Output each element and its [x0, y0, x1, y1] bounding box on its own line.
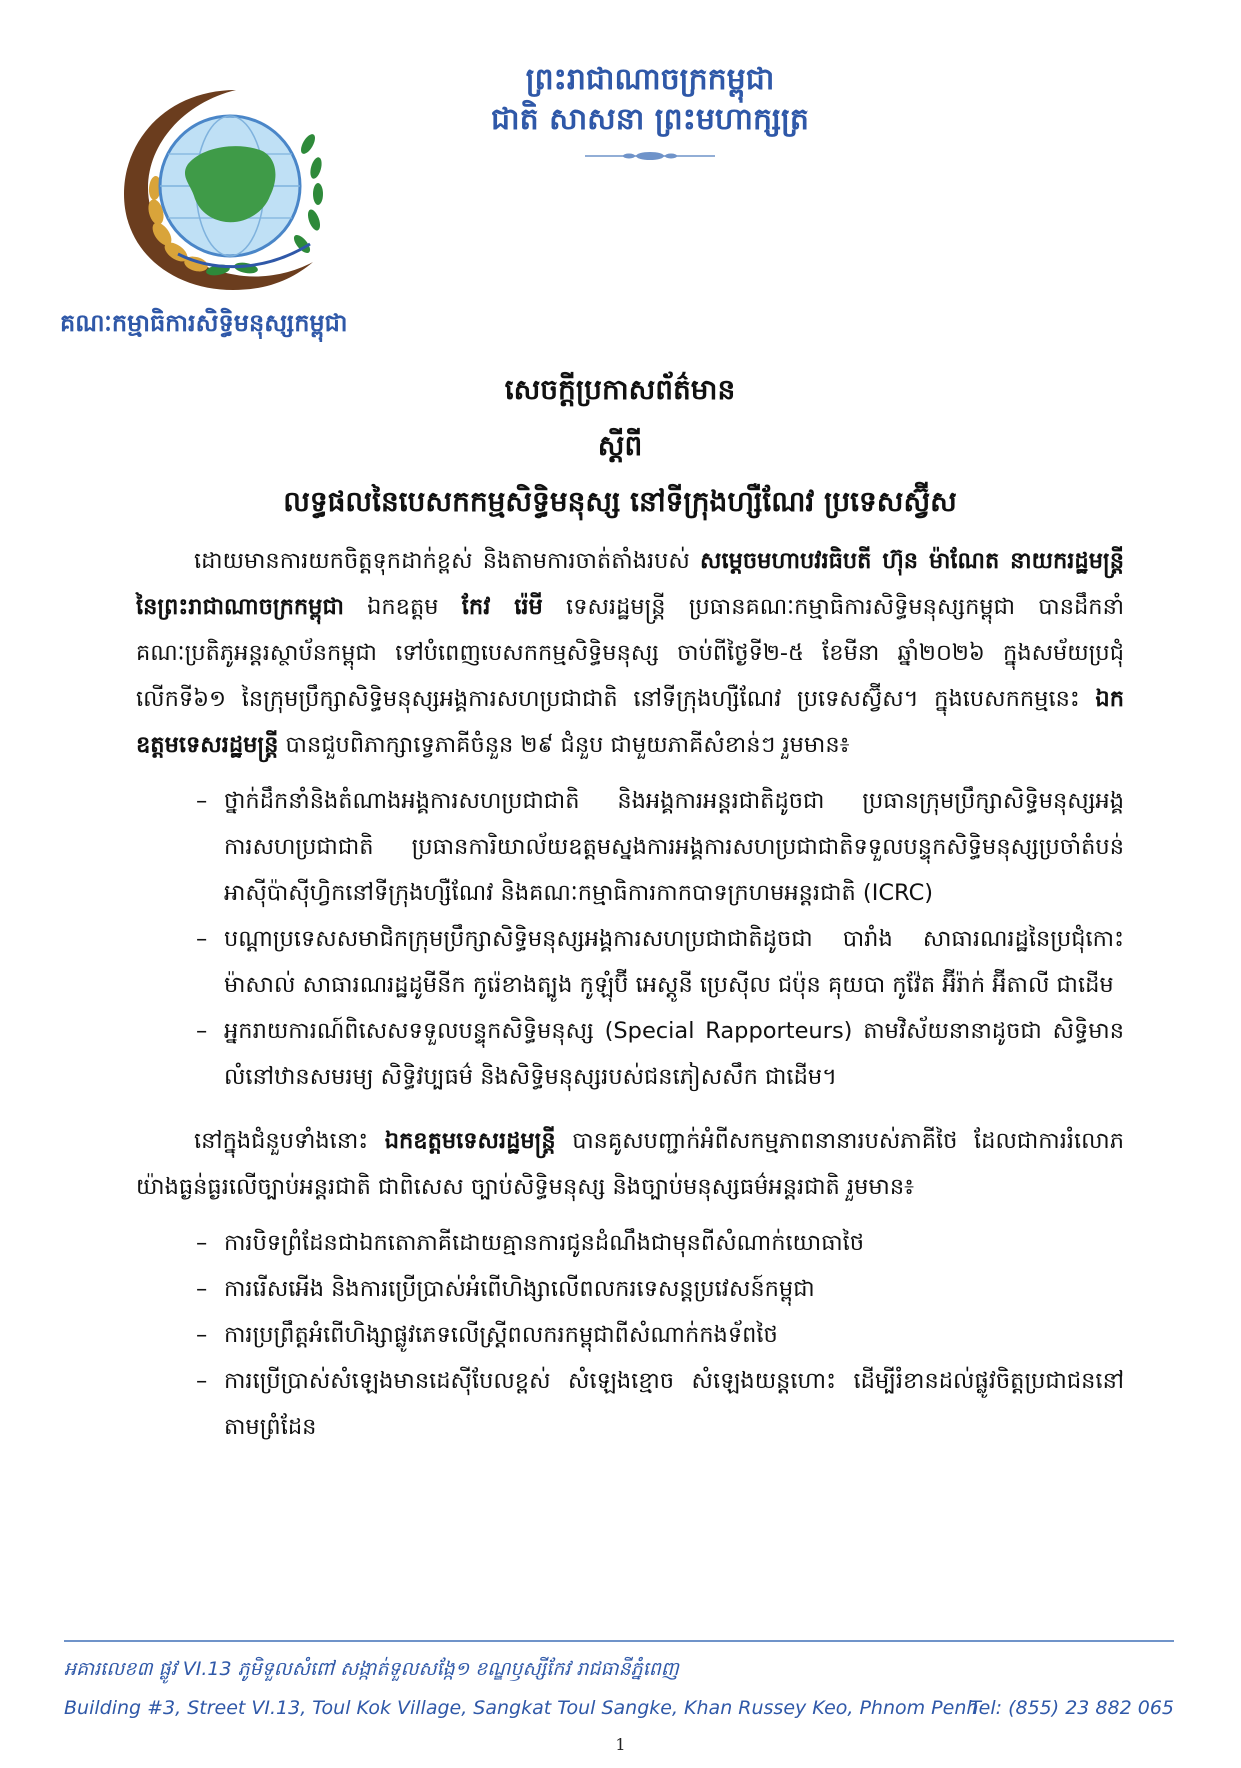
footer [64, 1652, 1174, 1724]
list-item: – អ្នករាយការណ៍ពិសេសទទួលបន្ទុកសិទ្ធិមនុស្ស (Special Rapporteurs) តាមវិស័យនានាដូចជា សិទ្ធិមានលំនៅឋានសមរម្យ សិទ្ធិវប្បធម៌ និងសិទ្ធិមនុស្សរបស់ជនភៀសសឹក ជាដើម។ [196, 1018, 1124, 1090]
document-type-title: សេចក្តីប្រកាសព័ត៌មាន [504, 373, 736, 406]
list-item: – ថ្នាក់ដឹកនាំនិងតំណាងអង្គការសហប្រជាជាតិ និងអង្គការអន្តរជាតិដូចជា ប្រធានក្រុមប្រឹក្សាសិទ្ធិមនុស្សអង្គការសហប្រជាជាតិ ប្រធានការិយាល័យឧត្តមស្នងការអង្គការសហប្រជាជាតិទទួលបន្ទុកសិទ្ធិមនុស្សប្រចាំតំបន់អាស៊ីប៉ាស៊ីហ្វិកនៅទីក្រុងហ្សឺណែវ និងគណៈកម្មាធិការកាកបាទក្រហមអន្តរជាតិ (ICRC) [196, 788, 1124, 906]
organization-name: គណៈកម្មាធិការសិទ្ធិមនុស្សកម្ពុជា [60, 309, 348, 337]
national-motto: ជាតិ សាសនា ព្រះមហាក្សត្រ [491, 102, 809, 137]
violations-list [136, 1220, 1124, 1450]
ornament-divider-icon [585, 150, 715, 162]
paragraph-2: នៅក្នុងជំនួបទាំងនោះ ឯកឧត្តមទេសរដ្ឋមន្ត្រី បានគូសបញ្ជាក់អំពីសកម្មភាពនានារបស់ភាគីថៃ ដែលជាការរំលោភយ៉ាងធ្ងន់ធ្ងរលើច្បាប់អន្តរជាតិ ជាពិសេស ច្បាប់សិទ្ធិមនុស្ស និងច្បាប់មនុស្សធម៌អន្តរជាតិ រួមមាន៖ [136, 1128, 1124, 1200]
address-khmer: អគារលេខ៣ ផ្លូវ VI.13 ភូមិទួលសំពៅ សង្កាត់ទួលសង្កែ១ ខណ្ឌឫស្សីកែវ រាជធានីភ្នំពេញ [64, 1658, 679, 1680]
document-titles [140, 362, 1100, 530]
list-item: – ការប្រើប្រាស់សំឡេងមានដេស៊ីបែលខ្ពស់ សំឡេងខ្មោច សំឡេងយន្តហោះ ដើម្បីរំខានដល់ផ្លូវចិត្តប្រជាជននៅតាមព្រំដែន [196, 1368, 1124, 1440]
list-item: – ការបិទព្រំដែនជាឯកតោភាគីដោយគ្មានការជូនដំណឹងជាមុនពីសំណាក់យោធាថៃ [196, 1230, 865, 1256]
address-english: Building #3, Street VI.13, Toul Kok Village, Sangkat Toul Sangke, Khan Russey Keo, Phnom Penh [64, 1697, 979, 1719]
footer-divider [64, 1640, 1174, 1642]
minister-name: កែវ រ៉េមី [461, 594, 543, 620]
meeting-parties-list [136, 778, 1124, 1100]
kingdom-name: ព្រះរាជាណាចក្រកម្ពុជា [525, 62, 775, 97]
subject-title: លទ្ធផលនៃបេសកកម្មសិទ្ធិមនុស្ស នៅទីក្រុងហ្សឺណែវ ប្រទេសស្វ៊ីស [283, 485, 957, 518]
document-body [136, 538, 1124, 1450]
about-title: ស្តីពី [597, 429, 643, 462]
kingdom-heading [440, 60, 860, 162]
list-item: – ការប្រព្រឹត្តអំពើហិង្សាផ្លូវភេទលើស្ត្រីពលករកម្ពុជាពីសំណាក់កងទ័ពថៃ [196, 1322, 778, 1348]
page-number: 1 [615, 1735, 626, 1754]
list-item: – បណ្តាប្រទេសសមាជិកក្រុមប្រឹក្សាសិទ្ធិមនុស្សអង្គការសហប្រជាជាតិដូចជា បារាំង សាធារណរដ្ឋនៃប្រជុំកោះម៉ាសាល់ សាធារណរដ្ឋដូមីនីក កូរ៉េខាងត្បូង កូឡុំប៊ី អេស្តូនី ប្រេស៊ីល ជប៉ុន គុយបា កូវ៉ែត អ៊ីរ៉ាក់ អ៊ីតាលី ជាដើម [196, 926, 1124, 998]
cambodian-human-rights-committee-logo [118, 84, 348, 294]
paragraph-1: ដោយមានការយកចិត្តទុកដាក់ខ្ពស់ និងតាមការចាត់តាំងរបស់ សម្តេចមហាបវរធិបតី ហ៊ុន ម៉ាណែត នាយករដ្ឋមន្ត្រីនៃព្រះរាជាណាចក្រកម្ពុជា ឯកឧត្តម កែវ រ៉េមី ទេសរដ្ឋមន្ត្រី ប្រធានគណៈកម្មាធិការសិទ្ធិមនុស្សកម្ពុជា បានដឹកនាំគណៈប្រតិភូអន្តរស្ថាប័នកម្ពុជា ទៅបំពេញបេសកកម្មសិទ្ធិមនុស្ស ចាប់ពីថ្ងៃទី២-៥ ខែមីនា ឆ្នាំ២០២៦ ក្នុងសម័យប្រជុំលើកទី៦១ នៃក្រុមប្រឹក្សាសិទ្ធិមនុស្សអង្គការសហប្រជាជាតិ នៅទីក្រុងហ្សឺណែវ ប្រទេសស្វ៊ីស។ ក្នុងបេសកកម្មនេះ ឯកឧត្តមទេសរដ្ឋមន្ត្រី បានជួបពិភាក្សាទ្វេភាគីចំនួន ២៩ ជំនួប ជាមួយភាគីសំខាន់ៗ រួមមាន៖ [136, 548, 1124, 758]
list-item: – ការរើសអើង និងការប្រើប្រាស់អំពើហិង្សាលើពលករទេសន្តប្រវេសន៍កម្ពុជា [196, 1276, 815, 1302]
telephone: Tel: (855) 23 882 065 [969, 1697, 1174, 1719]
prime-minister-name: សម្តេចមហាបវរធិបតី ហ៊ុន ម៉ាណែត នាយករដ្ឋមន្ត្រីនៃព្រះរាជាណាចក្រកម្ពុជា [136, 548, 1124, 620]
globe-icon [160, 116, 300, 256]
